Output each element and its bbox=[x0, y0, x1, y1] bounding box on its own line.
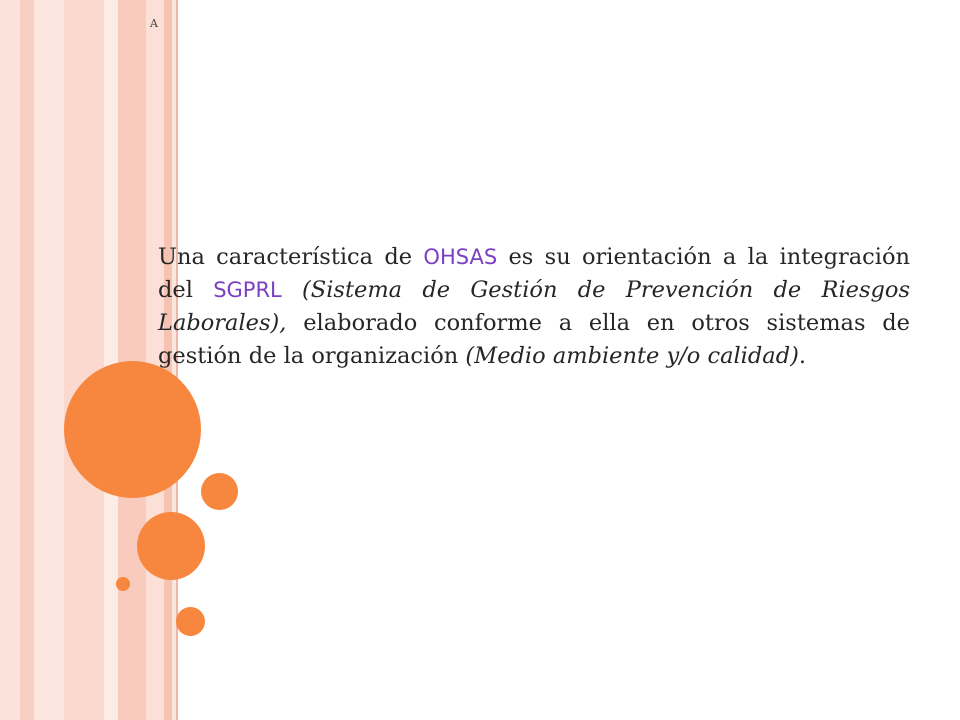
decorative-circle bbox=[137, 512, 205, 580]
decorative-stripe bbox=[104, 0, 118, 720]
decorative-circle bbox=[176, 607, 205, 636]
paragraph-text: . bbox=[798, 343, 807, 369]
decorative-stripe bbox=[20, 0, 34, 720]
decorative-stripe bbox=[118, 0, 146, 720]
decorative-stripe bbox=[34, 0, 64, 720]
italic-definition: (Sistema de Gestión de Prevención de Riesgos Laborales), bbox=[158, 277, 910, 336]
paragraph-text: Una característica de bbox=[158, 244, 424, 270]
italic-examples: (Medio ambiente y/o calidad) bbox=[465, 343, 799, 369]
decorative-stripe bbox=[64, 0, 104, 720]
decorative-circle bbox=[201, 473, 238, 510]
slide-title: A bbox=[150, 17, 159, 30]
term-sgprl: SGPRL bbox=[213, 278, 282, 302]
term-ohsas: OHSAS bbox=[423, 245, 498, 269]
paragraph-text: elaborado conforme a ella en otros sistemas de gestión de la organización bbox=[158, 310, 910, 369]
body-paragraph bbox=[158, 241, 910, 373]
decorative-circle-large bbox=[64, 361, 201, 498]
decorative-stripe bbox=[0, 0, 20, 720]
paragraph-text: es su orientación a la integración del bbox=[158, 244, 910, 303]
decorative-circle-small bbox=[116, 577, 130, 591]
paragraph-text bbox=[282, 277, 302, 303]
